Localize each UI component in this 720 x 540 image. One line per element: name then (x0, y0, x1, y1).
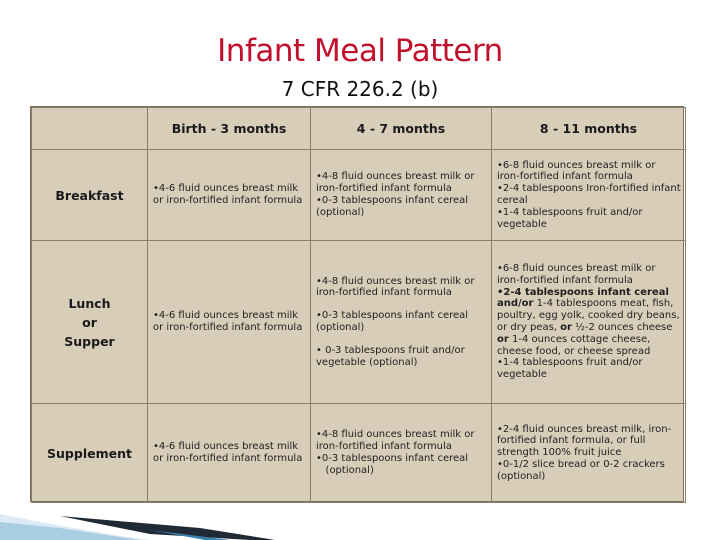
list-item: •1-4 tablespoons fruit and/or vegetable (497, 357, 643, 381)
or-text: or (560, 322, 572, 333)
breakfast-8-11-cell (492, 150, 686, 241)
list-item: •0-3 tablespoons infant cereal (optional) (316, 195, 469, 218)
lunch-4-7-cell (311, 241, 492, 404)
rich-line1: •2-4 tablespoons infant cereal (497, 286, 669, 298)
list-item: •4-8 fluid ounces breast milk or iron-fortified infant formula (316, 429, 475, 453)
row-label-line: Lunch (68, 295, 111, 311)
breakfast-4-7-cell (311, 150, 492, 241)
list-item: •0-1/2 slice bread or 0-2 crackers (optional) (497, 458, 665, 482)
list-item: •2-4 tablespoons Iron-fortified infant cereal (497, 183, 681, 206)
row-label-breakfast: Breakfast (32, 150, 148, 241)
lunch-8-11-cell (492, 241, 686, 404)
and-or-text: and/or (497, 298, 534, 310)
list-item: •6-8 fluid ounces breast milk or iron-fortified infant formula (497, 159, 656, 183)
rich-line4: 1-4 ounces cottage cheese, cheese food, or cheese spread (497, 333, 651, 357)
header-row (32, 108, 686, 150)
list-item: •4-6 fluid ounces breast milk or iron-fortified infant formula (153, 183, 303, 206)
list-item: •2-4 fluid ounces breast milk, iron-fortified infant formula, or full strength 100% fruit juice (497, 423, 672, 459)
list-item: •4-6 fluid ounces breast milk or iron-fortified infant formula (153, 310, 303, 333)
row-label-line: Supper (64, 333, 115, 349)
list-item: •4-8 fluid ounces breast milk or iron-fortified infant formula (316, 275, 475, 299)
or-text: or (497, 333, 509, 345)
list-item: •0-3 tablespoons infant cereal (optional) (316, 310, 469, 333)
breakfast-birth-3-cell (148, 150, 311, 241)
list-item: •1-4 tablespoons fruit and/or vegetable (497, 206, 643, 230)
list-item: • 0-3 tablespoons fruit and/or vegetable (optional) (316, 344, 465, 368)
rich-line3: ½-2 ounces cheese (571, 322, 673, 333)
header-8-11-months: 8 - 11 months (492, 108, 686, 150)
list-item: •4-8 fluid ounces breast milk or iron-fortified infant formula (316, 171, 475, 195)
list-item: •0-3 tablespoons infant cereal (316, 453, 469, 464)
supplement-birth-3-cell (148, 404, 311, 503)
table-row-lunch-supper (32, 241, 686, 404)
supplement-4-7-cell (311, 404, 492, 503)
header-4-7-months: 4 - 7 months (311, 108, 492, 150)
header-birth-3-months: Birth - 3 months (148, 108, 311, 150)
page-subtitle: 7 CFR 226.2 (b) (281, 77, 439, 101)
table-row-breakfast (32, 150, 686, 241)
lunch-birth-3-cell (148, 241, 311, 404)
list-item: •4-6 fluid ounces breast milk or iron-fortified infant formula (153, 441, 303, 464)
list-item-rich (497, 287, 681, 358)
row-label-line: or (82, 314, 97, 330)
row-label-lunch-supper (32, 241, 148, 404)
meal-pattern-table (30, 106, 684, 502)
supplement-8-11-cell (492, 404, 686, 503)
rich-line2: 1-4 tablespoons meat, fish, poultry, egg yolk, cooked dry beans, or dry peas, (497, 298, 680, 333)
list-item: (optional) (316, 464, 374, 476)
table-row-supplement (32, 404, 686, 503)
decorative-swoosh (0, 500, 300, 540)
page-title: Infant Meal Pattern (217, 33, 503, 69)
header-empty (32, 108, 148, 150)
row-label-supplement: Supplement (32, 404, 148, 503)
list-item: •6-8 fluid ounces breast milk or iron-fortified infant formula (497, 263, 656, 286)
